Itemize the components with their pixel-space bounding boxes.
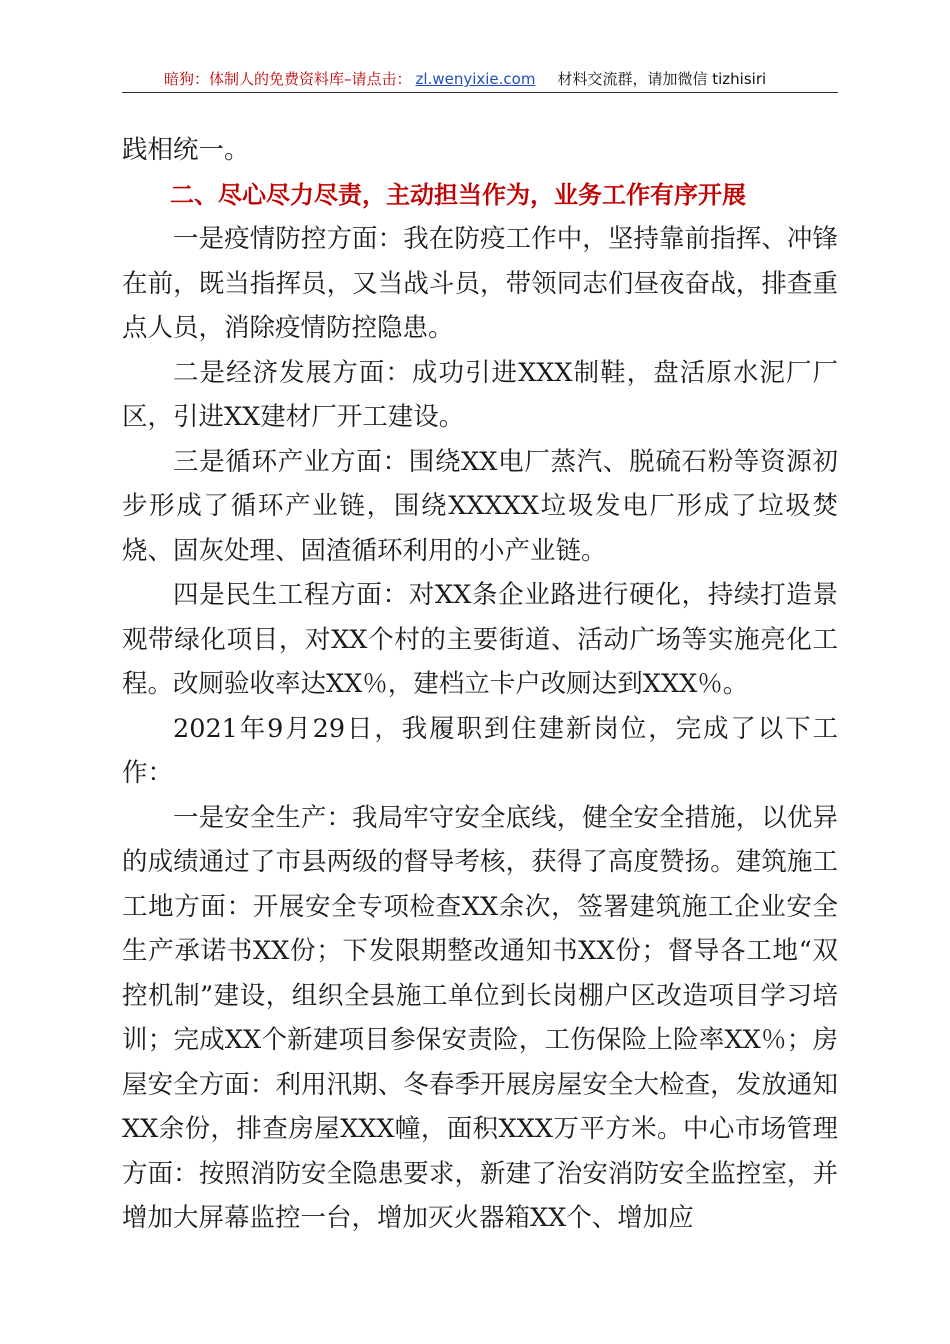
- continuation-line: 践相统一。: [122, 135, 250, 165]
- paragraph-new-post: 2021年9月29日，我履职到住建新岗位，完成了以下工作：: [122, 713, 838, 788]
- header-line: [164, 68, 766, 90]
- paragraph-epidemic: 一是疫情防控方面：我在防疫工作中，坚持靠前指挥、冲锋在前，既当指挥员，又当战斗员，带领同志们昼夜奋战，排查重点人员，消除疫情防控隐患。: [122, 224, 838, 343]
- paragraph-safety: 一是安全生产：我局牢守安全底线，健全安全措施，以优异的成绩通过了市县两级的督导考核，获得了高度赞扬。建筑施工工地方面：开展安全专项检查XX余次，签署建筑施工企业安全生产承诺书XX份；下发限期整改通知书XX份；督导各工地“双控机制”建设，组织全县施工单位到长岗棚户区改造项目学习培训；完成XX个新建项目参保安责险，工伤保险上险率XX％；房屋安全方面：利用汛期、冬春季开展房屋安全大检查，发放通知XX余份，排查房屋XXX幢，面积XXX万平方米。中心市场管理方面：按照消防安全隐患要求，新建了治安消防安全监控室，并增加大屏幕监控一台，增加灭火器箱XX个、增加应: [122, 802, 838, 1233]
- document-body: [122, 128, 838, 1241]
- header-contact: 材料交流群，请加微信 tizhisiri: [557, 70, 767, 88]
- header-click-prompt: –请点击：: [344, 70, 412, 88]
- page-header: [122, 62, 838, 93]
- header-link[interactable]: zl.wenyixie.com: [415, 70, 536, 88]
- header-site-name: 暗狗：体制人的免费资料库: [164, 70, 345, 88]
- paragraph-circular-industry: 三是循环产业方面：围绕XX电厂蒸汽、脱硫石粉等资源初步形成了循环产业链，围绕XXXXX垃圾发电厂形成了垃圾焚烧、固灰处理、固渣循环利用的小产业链。: [122, 446, 838, 566]
- paragraph-economy: 二是经济发展方面：成功引进XXX制鞋，盘活原水泥厂厂区，引进XX建材厂开工建设。: [122, 357, 838, 432]
- section-heading: 二、尽心尽力尽责，主动担当作为，业务工作有序开展: [170, 180, 746, 209]
- paragraph-livelihood: 四是民生工程方面：对XX条企业路进行硬化，持续打造景观带绿化项目，对XX个村的主要街道、活动广场等实施亮化工程。改厕验收率达XX％，建档立卡户改厕达到XXX％。: [122, 580, 838, 699]
